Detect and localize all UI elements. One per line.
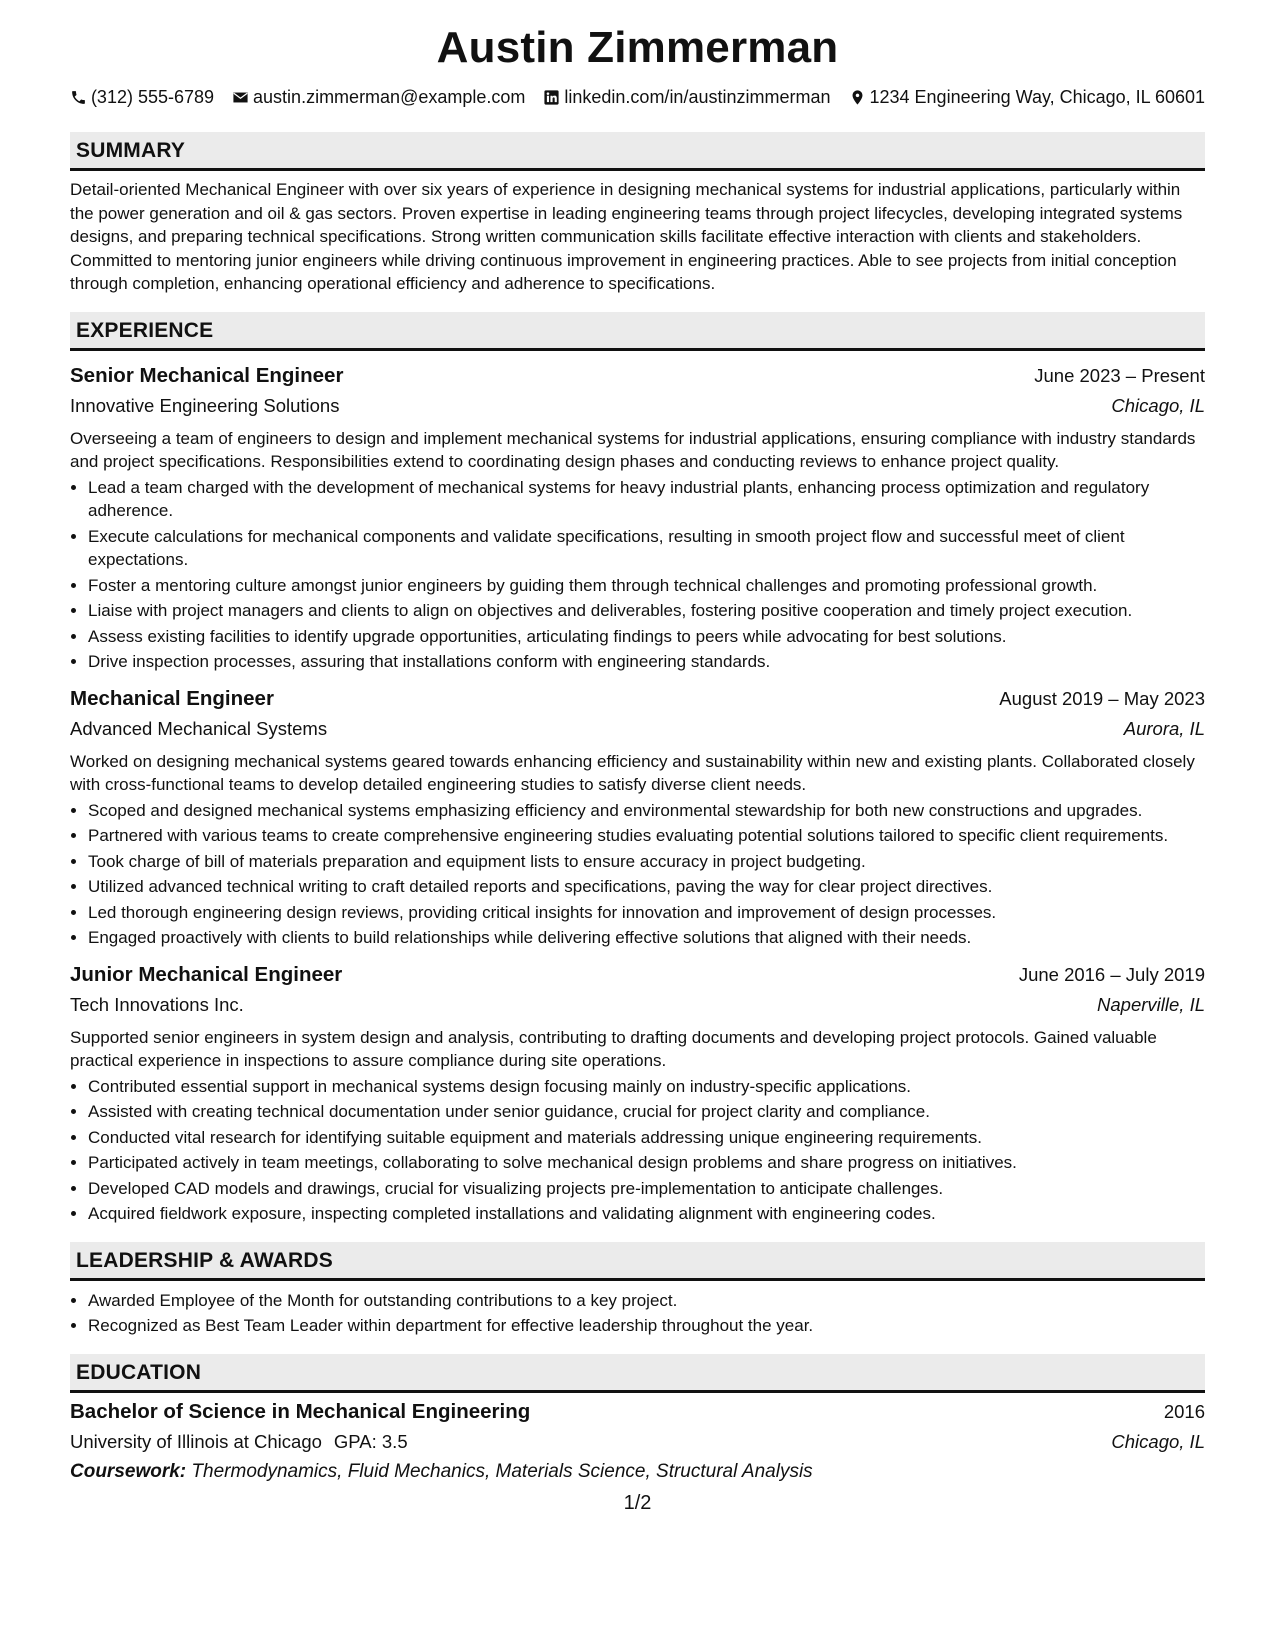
email-text: austin.zimmerman@example.com [253, 86, 526, 107]
job-description: Worked on designing mechanical systems geared towards enhancing efficiency and sustainability within new and existing plants. Collaborated closely with cross-functional teams to develop detailed engineering studies to satisfy diverse client needs. [70, 751, 1195, 794]
school-line [70, 1427, 408, 1457]
job-entry [70, 960, 1205, 1226]
list-item: • Developed CAD models and drawings, crucial for visualizing projects pre-implementation to anticipate challenges. [88, 1177, 1205, 1201]
list-item: • Participated actively in team meetings, collaborating to solve mechanical design problems and share progress on initiatives. [88, 1151, 1205, 1175]
page-number: 1/2 [623, 1492, 652, 1514]
section-heading-experience: EXPERIENCE [70, 312, 1205, 351]
graduation-year: 2016 [1163, 1400, 1205, 1422]
list-item: • Took charge of bill of materials preparation and equipment lists to ensure accuracy in project budgeting. [88, 850, 1205, 874]
contact-phone [70, 87, 214, 108]
contact-address [849, 87, 1206, 108]
degree-title: Bachelor of Science in Mechanical Engineering [70, 1399, 531, 1423]
section-heading-summary: SUMMARY [70, 132, 1205, 171]
phone-text: (312) 555-6789 [90, 86, 215, 107]
coursework [70, 1457, 1205, 1487]
education-school-row [70, 1427, 1205, 1457]
coursework-list: Thermodynamics, Fluid Mechanics, Materials Science, Structural Analysis [191, 1460, 813, 1482]
job-dates: June 2023 – Present [1034, 364, 1205, 386]
job-title: Mechanical Engineer [70, 686, 274, 710]
job-dates: June 2016 – July 2019 [1018, 963, 1205, 985]
education-entry [70, 1397, 1205, 1487]
linkedin-icon [543, 89, 560, 106]
list-item: • Execute calculations for mechanical components and validate specifications, resulting in smooth project flow and successful meet of client expectations. [88, 525, 1205, 572]
job-company-row [70, 990, 1205, 1020]
education-degree-row [70, 1397, 1205, 1427]
list-item: • Foster a mentoring culture amongst junior engineers by guiding them through technical challenges and promoting professional growth. [88, 574, 1205, 598]
job-header-row [70, 684, 1205, 714]
list-item: • Led thorough engineering design reviews, providing critical insights for innovation and improvement of design processes. [88, 901, 1205, 925]
envelope-icon [232, 89, 249, 106]
job-description: Overseeing a team of engineers to design and implement mechanical systems for industrial applications, ensuring compliance with industry standards and project specifications. Responsibilities extend to coordinating design phases and conducting reviews to enhance project quality. [70, 428, 1196, 471]
list-item: • Recognized as Best Team Leader within department for effective leadership throughout the year. [88, 1314, 1205, 1338]
job-bullets [70, 1075, 1205, 1226]
list-item: • Lead a team charged with the development of mechanical systems for heavy industrial plants, enhancing process optimization and regulatory adherence. [88, 476, 1205, 523]
section-heading-leadership: LEADERSHIP & AWARDS [70, 1242, 1205, 1281]
job-location: Aurora, IL [1123, 717, 1205, 739]
job-description: Supported senior engineers in system design and analysis, contributing to drafting documents and developing project protocols. Gained valuable practical experience in inspections to assure compliance during site operations. [70, 1027, 1157, 1070]
list-item: • Awarded Employee of the Month for outstanding contributions to a key project. [88, 1289, 1205, 1313]
list-item: • Engaged proactively with clients to build relationships while delivering effective solutions that aligned with their needs. [88, 926, 1205, 950]
address-text: 1234 Engineering Way, Chicago, IL 60601 [869, 86, 1206, 107]
list-item: • Liaise with project managers and clients to align on objectives and deliverables, fostering positive cooperation and timely project execution. [88, 599, 1205, 623]
job-entry [70, 684, 1205, 950]
job-title: Junior Mechanical Engineer [70, 962, 343, 986]
list-item: • Conducted vital research for identifying suitable equipment and materials addressing unique engineering requirements. [88, 1126, 1205, 1150]
job-bullets [70, 799, 1205, 950]
list-item: • Assisted with creating technical documentation under senior guidance, crucial for project clarity and compliance. [88, 1100, 1205, 1124]
job-header-row [70, 960, 1205, 990]
job-title: Senior Mechanical Engineer [70, 363, 344, 387]
summary-text: Detail-oriented Mechanical Engineer with over six years of experience in designing mechanical systems for industrial applications, particularly within the power generation and oil & gas sectors. Proven expertise in leading engineering teams through project lifecycles, developing integrated systems designs, and preparing technical specifications. Strong written communication skills facilitate effective interaction with clients and stakeholders. Committed to mentoring junior engineers while driving continuous improvement in engineering practices. Able to see projects from initial conception through completion, enhancing operational efficiency and adherence to specifications. [70, 180, 1183, 293]
list-item: • Acquired fieldwork exposure, inspecting completed installations and validating alignment with engineering codes. [88, 1202, 1205, 1226]
job-location: Naperville, IL [1097, 993, 1205, 1015]
phone-icon [70, 89, 87, 106]
job-location: Chicago, IL [1111, 394, 1205, 416]
list-item: • Drive inspection processes, assuring that installations conform with engineering standards. [88, 650, 1205, 674]
coursework-label: Coursework: [70, 1460, 187, 1482]
leadership-bullets [70, 1289, 1205, 1338]
job-dates: August 2019 – May 2023 [999, 687, 1205, 709]
job-company-row [70, 391, 1205, 421]
linkedin-text: linkedin.com/in/austinzimmerman [564, 86, 831, 107]
job-company: Advanced Mechanical Systems [70, 717, 328, 739]
job-header-row [70, 361, 1205, 391]
list-item: • Partnered with various teams to create comprehensive engineering studies evaluating potential solutions tailored to specific client requirements. [88, 824, 1205, 848]
section-heading-education: EDUCATION [70, 1354, 1205, 1393]
list-item: • Utilized advanced technical writing to craft detailed reports and specifications, paving the way for clear project directives. [88, 875, 1205, 899]
contact-linkedin[interactable] [543, 87, 830, 108]
contact-email[interactable] [232, 87, 525, 108]
school-location: Chicago, IL [1111, 1430, 1205, 1452]
resume [26, 18, 1249, 1487]
list-item: • Assess existing facilities to identify upgrade opportunities, articulating findings to peers while advocating for best solutions. [88, 625, 1205, 649]
list-item: • Scoped and designed mechanical systems emphasizing efficiency and environmental stewardship for both new constructions and upgrades. [88, 799, 1205, 823]
candidate-name: Austin Zimmerman [436, 23, 839, 72]
map-pin-icon [849, 89, 866, 106]
job-bullets [70, 476, 1205, 674]
job-entry [70, 361, 1205, 674]
job-company: Tech Innovations Inc. [70, 993, 244, 1015]
gpa: GPA: 3.5 [333, 1430, 408, 1452]
contact-bar [70, 84, 1205, 110]
job-company-row [70, 714, 1205, 744]
list-item: • Contributed essential support in mechanical systems design focusing mainly on industry-specific applications. [88, 1075, 1205, 1099]
school-name: University of Illinois at Chicago [70, 1430, 322, 1452]
job-company: Innovative Engineering Solutions [70, 394, 340, 416]
